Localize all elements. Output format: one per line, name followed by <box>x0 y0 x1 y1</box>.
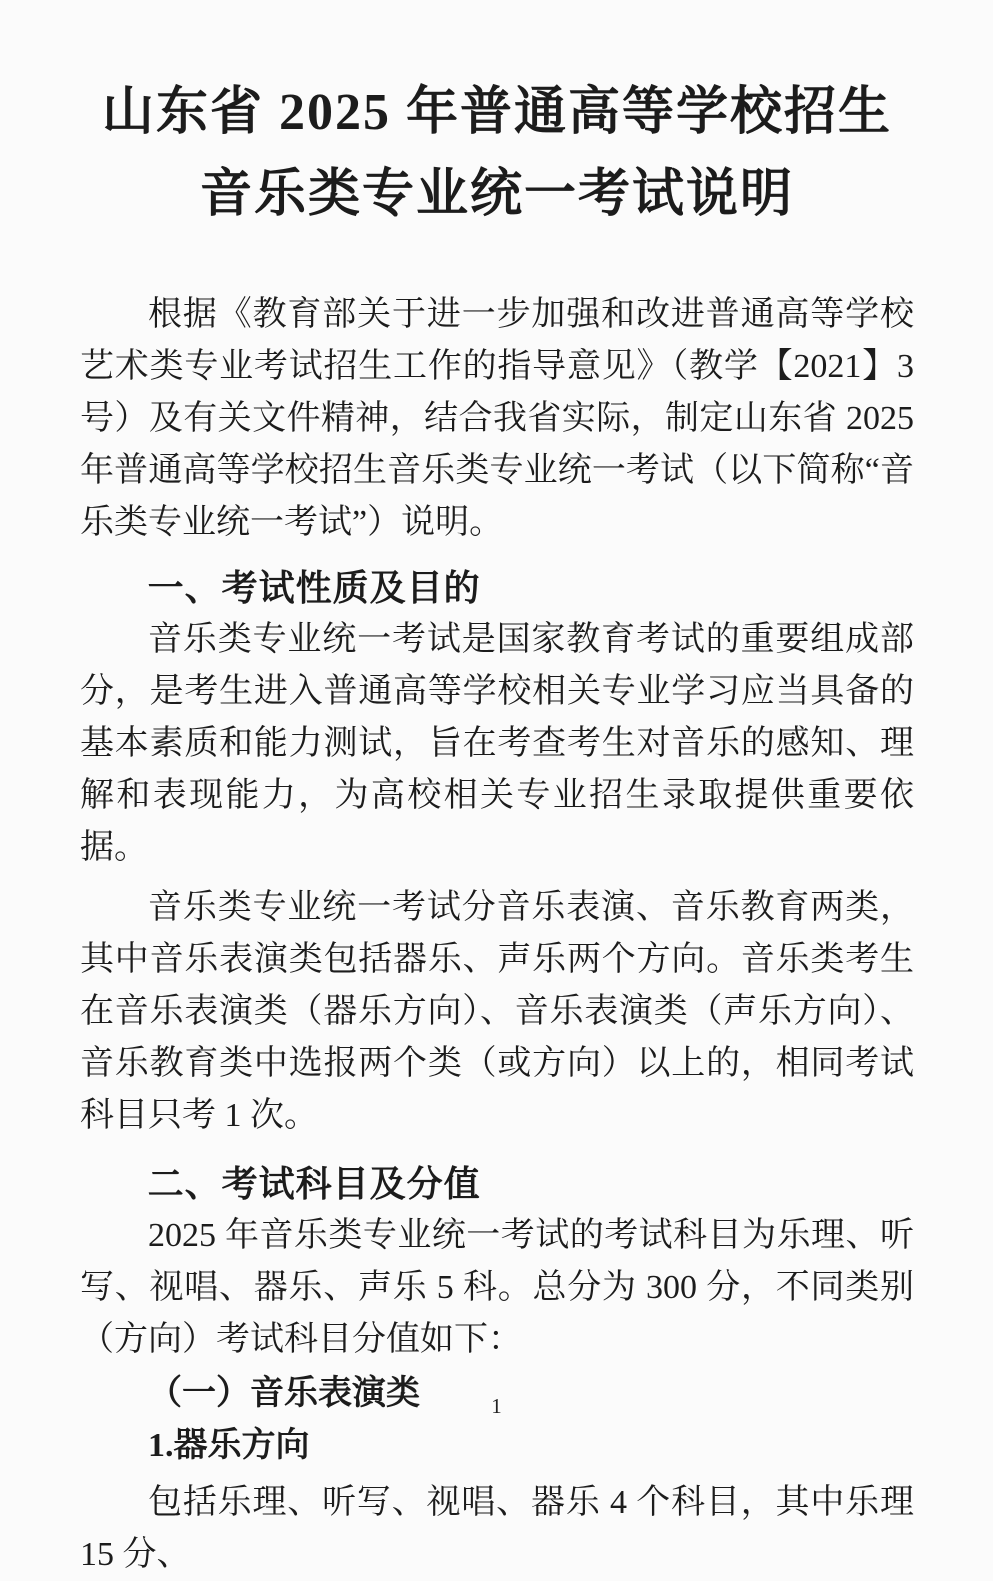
document-title <box>80 72 914 236</box>
section-2-heading: 二、考试科目及分值 <box>147 1163 481 1204</box>
section-2-paragraph-1: 2025 年音乐类专业统一考试的考试科目为乐理、听写、视唱、器乐、声乐 5 科。总分为 300 分，不同类别（方向）考试科目分值如下： <box>80 1217 914 1358</box>
section-1-heading: 一、考试性质及目的 <box>147 567 481 608</box>
direction-1-heading: 1.器乐方向 <box>148 1427 310 1464</box>
direction-1-paragraph: 包括乐理、听写、视唱、器乐 4 个科目，其中乐理 15 分、 <box>80 1484 914 1573</box>
document-title-line-2: 音乐类专业统一考试说明 <box>199 166 794 223</box>
section-1-paragraph-1: 音乐类专业统一考试是国家教育考试的重要组成部分，是考生进入普通高等学校相关专业学习应当具备的基本素质和能力测试，旨在考查考生对音乐的感知、理解和表现能力，为高校相关专业招生录取提供重要依据。 <box>80 621 914 866</box>
section-1-paragraph-2: 音乐类专业统一考试分音乐表演、音乐教育两类，其中音乐表演类包括器乐、声乐两个方向。音乐类考生在音乐表演类（器乐方向）、音乐表演类（声乐方向）、音乐教育类中选报两个类（或方向）以上的，相同考试科目只考 1 次。 <box>80 889 914 1134</box>
page-number: 1 <box>491 1394 502 1418</box>
intro-paragraph: 根据《教育部关于进一步加强和改进普通高等学校艺术类专业考试招生工作的指导意见》（教学【2021】3 号）及有关文件精神，结合我省实际，制定山东省 2025 年普通高等学校招生音乐类专业统一考试（以下简称“音乐类专业统一考试”）说明。 <box>80 296 914 541</box>
subsection-1-heading: （一）音乐表演类 <box>148 1375 420 1412</box>
document-title-line-1: 山东省 2025 年普通高等学校招生 <box>101 84 892 141</box>
